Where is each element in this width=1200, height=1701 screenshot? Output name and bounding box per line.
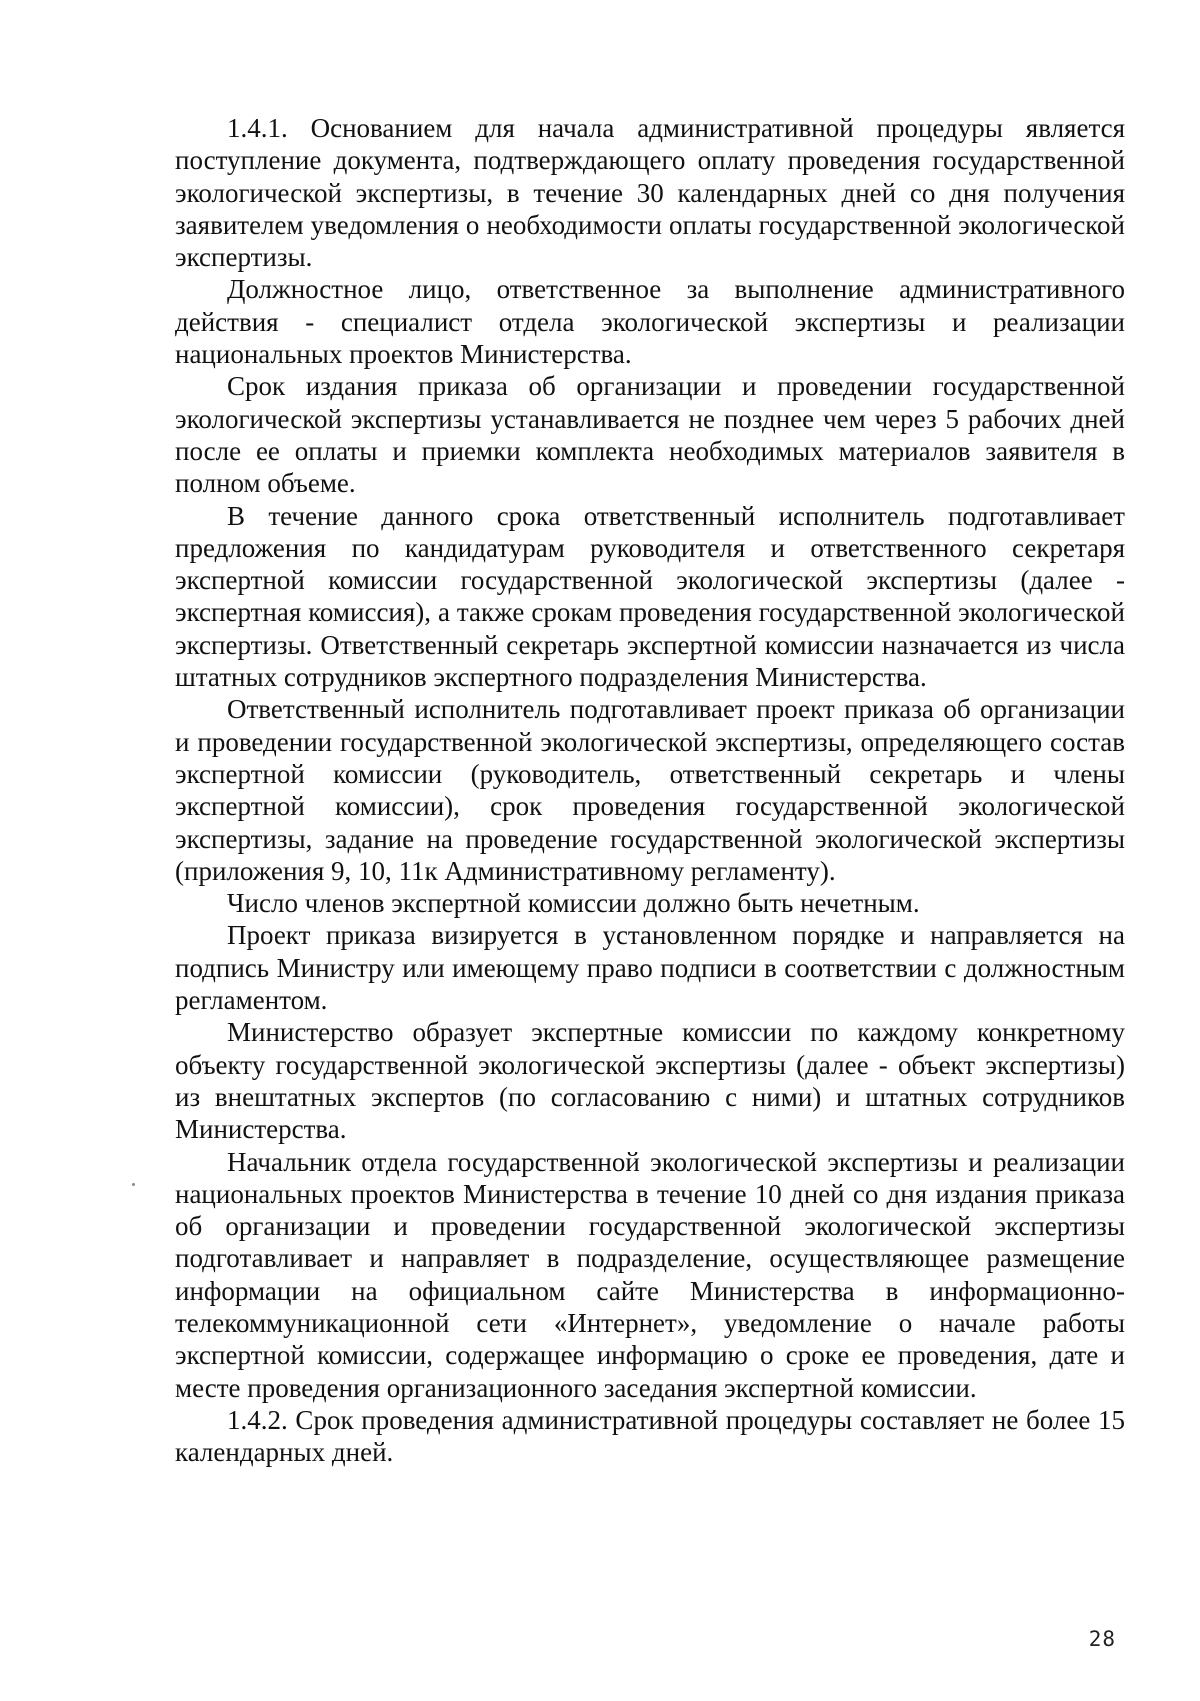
paragraph-commission-formation: Министерство образует экспертные комиссии по каждому конкретному объекту государственной экологической экспертизы (далее - объект экспертизы) из внештатных экспертов (по согласованию с ними) и штатных сотрудников Министерства. [175, 1017, 1125, 1145]
scan-artifact [132, 1183, 135, 1186]
document-body [175, 112, 1125, 1468]
paragraph-draft-order: Ответственный исполнитель подготавливает проект приказа об организации и проведении государственной экологической экспертизы, определяющего состав экспертной комиссии (руководитель, ответственный секретарь и члены экспертной комиссии), срок проведения государственной экологической экспертизы, задание на проведение государственной экологической экспертизы (приложения 9, 10, 11к Административному регламенту). [175, 694, 1125, 886]
page-number: 28 [1088, 1627, 1116, 1651]
paragraph-internet-notice: Начальник отдела государственной экологической экспертизы и реализации национальных проектов Министерства в течение 10 дней со дня издания приказа об организации и проведении государственной экологической экспертизы подготавливает и направляет в подразделение, осуществляющее размещение информации на официальном сайте Министерства в информационно-телекоммуникационной сети «Интернет», уведомление о начале работы экспертной комиссии, содержащее информацию о сроке ее проведения, дате и месте проведения организационного заседания экспертной комиссии. [175, 1146, 1125, 1403]
paragraph-responsible-official: Должностное лицо, ответственное за выполнение административного действия - специалист отдела экологической экспертизы и реализации национальных проектов Министерства. [175, 274, 1125, 370]
paragraph-order-signing: Проект приказа визируется в установленном порядке и направляется на подпись Министру или имеющему право подписи в соответствии с должностным регламентом. [175, 920, 1125, 1016]
paragraph-commission-proposals: В течение данного срока ответственный исполнитель подготавливает предложения по кандидатурам руководителя и ответственного секретаря экспертной комиссии государственной экологической экспертизы (далее - экспертная комиссия), а также срокам проведения государственной экологической экспертизы. Ответственный секретарь экспертной комиссии назначается из числа штатных сотрудников экспертного подразделения Министерства. [175, 500, 1125, 693]
paragraph-1-4-2: 1.4.2. Срок проведения административной процедуры составляет не более 15 календарных дней. [175, 1404, 1125, 1468]
paragraph-1-4-1: 1.4.1. Основанием для начала административной процедуры является поступление документа, подтверждающего оплату проведения государственной экологической экспертизы, в течение 30 календарных дней со дня получения заявителем уведомления о необходимости оплаты государственной экологической экспертизы. [175, 113, 1125, 273]
paragraph-odd-members: Число членов экспертной комиссии должно быть нечетным. [227, 888, 920, 919]
paragraph-order-deadline: Срок издания приказа об организации и проведении государственной экологической экспертизы устанавливается не позднее чем через 5 рабочих дней после ее оплаты и приемки комплекта необходимых материалов заявителя в полном объеме. [175, 371, 1125, 499]
